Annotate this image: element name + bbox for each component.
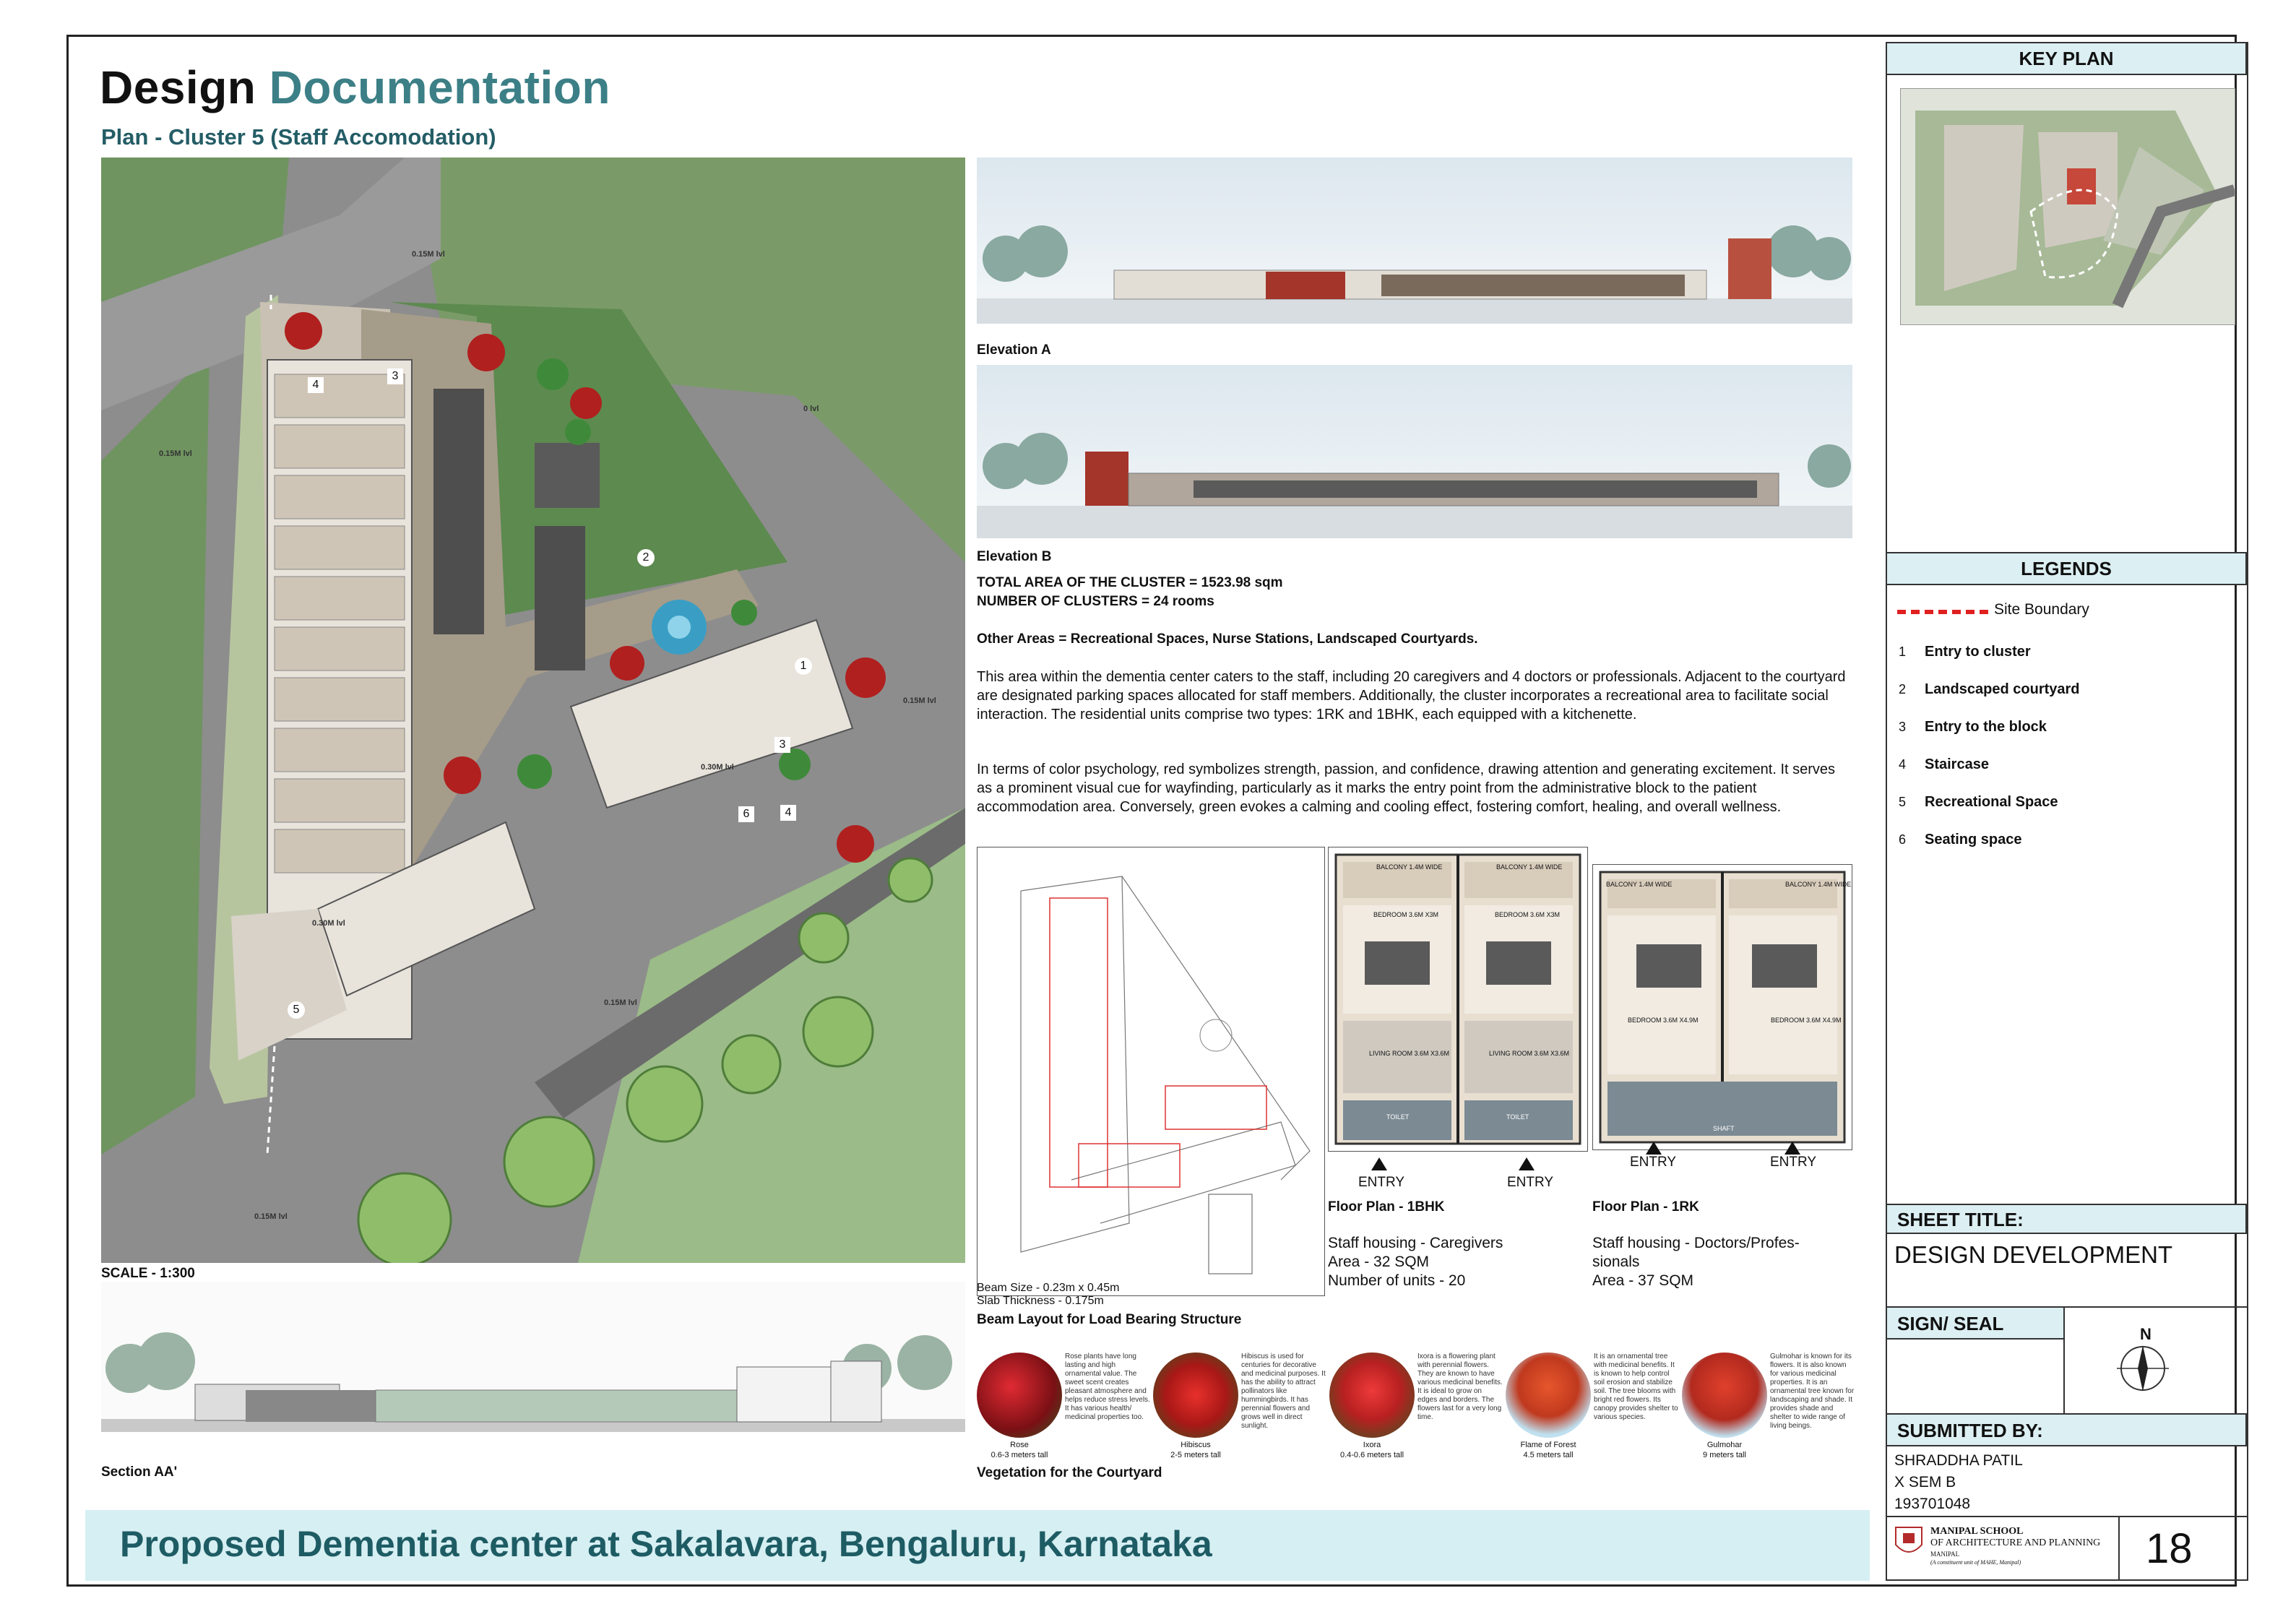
flame-of-forest-image bbox=[1506, 1353, 1591, 1438]
floor-plan-1bhk-drawing bbox=[1329, 847, 1587, 1151]
plan-marker: 4 bbox=[308, 377, 324, 393]
plan-marker: 6 bbox=[738, 806, 754, 822]
plant-height: 0.6-3 meters tall bbox=[991, 1451, 1048, 1459]
legend-item: 1 Entry to cluster bbox=[1899, 643, 2031, 660]
elevation-a-label: Elevation A bbox=[977, 342, 1051, 358]
school-location: MANIPAL bbox=[1930, 1550, 1960, 1558]
room-label: BALCONY 1.4M WIDE bbox=[1376, 863, 1443, 871]
room-label: LIVING ROOM 3.6M X3.6M bbox=[1369, 1050, 1450, 1057]
north-arrow-icon bbox=[2117, 1342, 2169, 1394]
site-boundary-label: Site Boundary bbox=[1994, 601, 2089, 618]
room-label: BEDROOM 3.6M X3M bbox=[1373, 911, 1439, 918]
floor-plan-1rk bbox=[1592, 864, 1852, 1150]
entry-label: ENTRY bbox=[1358, 1175, 1405, 1190]
rose-image bbox=[977, 1353, 1062, 1438]
north-label: N bbox=[2140, 1325, 2152, 1343]
north-arrow-drawing bbox=[2117, 1342, 2169, 1394]
entry-label: ENTRY bbox=[1630, 1155, 1677, 1170]
student-semester: X SEM B bbox=[1894, 1474, 1956, 1491]
plant-name: Gulmohar bbox=[1706, 1441, 1743, 1449]
divider bbox=[1886, 1516, 2247, 1517]
legend-item: 2 Landscaped courtyard bbox=[1899, 681, 2080, 697]
key-plan-header: KEY PLAN bbox=[1886, 42, 2247, 75]
level-label: 0 lvl bbox=[803, 405, 819, 413]
total-area: TOTAL AREA OF THE CLUSTER = 1523.98 sqm bbox=[977, 575, 1283, 590]
plant-desc: Hibiscus is used for centuries for decorative and medicinal purposes. It has the ability to attract pollinators like hummingbirds. It has perennial flowers and grows well in direct sunlight. bbox=[1241, 1353, 1326, 1430]
divider bbox=[2063, 1306, 2065, 1415]
plant-desc: Ixora is a flowering plant with perennial flowers. They are known to have various medicinal benefits. It is ideal to grow on edges and borders. The flowers last for a very long time. bbox=[1417, 1353, 1503, 1421]
plan-marker: 2 bbox=[637, 549, 655, 566]
slab-thickness: Slab Thickness - 0.175m bbox=[977, 1295, 1104, 1307]
elevation-b bbox=[977, 365, 1852, 538]
plan-marker: 3 bbox=[387, 368, 403, 384]
color-paragraph: In terms of color psychology, red symbolizes strength, passion, and confidence, drawing attention and generating excitement. It serves as a prominent visual cue for wayfinding, particularly as it marks the entry point from the administrative block to the patient accommodation area. Conversely, green evokes a calming and cooling effect, fostering comfort, healing, and overall wellness. bbox=[977, 762, 1836, 815]
room-label: SHAFT bbox=[1713, 1125, 1735, 1132]
plant-desc: Gulmohar is known for its flowers. It is also known for various medicinal properties. It is an ornamental tree known for landscaping and shade. It provides shade and shelter to wide range of living beings. bbox=[1770, 1353, 1855, 1430]
beam-caption: Beam Layout for Load Bearing Structure bbox=[977, 1312, 1242, 1327]
hibiscus-image bbox=[1153, 1353, 1238, 1438]
legends-header: LEGENDS bbox=[1886, 552, 2247, 585]
sheet-title-header: SHEET TITLE: bbox=[1886, 1204, 2247, 1234]
sheet-title: DESIGN DEVELOPMENT bbox=[1894, 1241, 2173, 1268]
ixora-image bbox=[1329, 1353, 1415, 1438]
floor-plan-1bhk bbox=[1328, 847, 1588, 1152]
plan-marker: 5 bbox=[288, 1001, 305, 1019]
sheet-number: 18 bbox=[2146, 1525, 2193, 1572]
room-label: BEDROOM 3.6M X3M bbox=[1495, 911, 1561, 918]
description-paragraph: This area within the dementia center caters to the staff, including 20 caregivers and 4 doctors or professionals. Adjacent to the courtyard are designated parking spaces allocated for staff members. Additionally, the cluster incorporates a recreational area to facilitate social interaction. The residential units comprise two types: 1RK and 1BHK, each equipped with a kitchenette. bbox=[977, 669, 1846, 722]
bhk-units: Number of units - 20 bbox=[1328, 1272, 1466, 1289]
legend-item: 6 Seating space bbox=[1899, 831, 2022, 847]
submitted-by-header: SUBMITTED BY: bbox=[1886, 1413, 2247, 1446]
elevation-b-label: Elevation B bbox=[977, 549, 1052, 564]
school-logo-drawing bbox=[1893, 1524, 1925, 1561]
divider bbox=[2118, 1517, 2120, 1579]
page-subtitle: Plan - Cluster 5 (Staff Accomodation) bbox=[101, 124, 496, 150]
plant-height: 4.5 meters tall bbox=[1523, 1451, 1574, 1459]
rk-area: Area - 37 SQM bbox=[1592, 1272, 1694, 1289]
page-title: Design Documentation bbox=[100, 61, 610, 113]
entry-arrow-icon bbox=[1519, 1157, 1535, 1170]
level-label: 0.15M lvl bbox=[412, 250, 445, 259]
level-label: 0.15M lvl bbox=[903, 696, 936, 705]
project-title: Proposed Dementia center at Sakalavara, Bengaluru, Karnataka bbox=[120, 1524, 1212, 1564]
sign-seal-header: SIGN/ SEAL bbox=[1886, 1306, 2065, 1340]
site-plan-drawing bbox=[101, 158, 965, 1263]
section-aa bbox=[101, 1282, 965, 1462]
plant-desc: Rose plants have long lasting and high ornamental value. The sweet scent creates pleasant atmosphere and helps reduce stress levels. It has various health/ medicinal properties too. bbox=[1065, 1353, 1150, 1421]
bhk-area: Area - 32 SQM bbox=[1328, 1254, 1430, 1270]
beam-layout bbox=[977, 847, 1325, 1296]
vegetation-strip bbox=[977, 1353, 1858, 1468]
room-label: TOILET bbox=[1386, 1113, 1410, 1121]
other-areas: Other Areas = Recreational Spaces, Nurse Stations, Landscaped Courtyards. bbox=[977, 631, 1478, 647]
level-label: 0.15M lvl bbox=[159, 449, 192, 458]
section-label: Section AA' bbox=[101, 1464, 178, 1480]
entry-arrow-icon bbox=[1646, 1142, 1662, 1155]
section-drawing bbox=[101, 1282, 965, 1462]
legend-item: 3 Entry to the block bbox=[1899, 718, 2047, 735]
room-label: BALCONY 1.4M WIDE bbox=[1606, 881, 1673, 888]
rk-desc: sionals bbox=[1592, 1254, 1640, 1270]
plant-height: 9 meters tall bbox=[1703, 1451, 1746, 1459]
student-id: 193701048 bbox=[1894, 1496, 1971, 1512]
plant-height: 2-5 meters tall bbox=[1170, 1451, 1221, 1459]
school-name: MANIPAL SCHOOL bbox=[1930, 1526, 2024, 1537]
elevation-b-drawing bbox=[977, 365, 1852, 538]
plant-name: Ixora bbox=[1363, 1441, 1381, 1449]
floor-plan-1rk-title: Floor Plan - 1RK bbox=[1592, 1199, 1699, 1215]
plan-marker: 3 bbox=[774, 737, 790, 753]
clusters-count: NUMBER OF CLUSTERS = 24 rooms bbox=[977, 594, 1214, 609]
room-label: BALCONY 1.4M WIDE bbox=[1496, 863, 1563, 871]
school-name-2: OF ARCHITECTURE AND PLANNING bbox=[1930, 1537, 2101, 1548]
key-plan-image bbox=[1900, 88, 2235, 325]
elevation-a bbox=[977, 158, 1852, 324]
plant-desc: It is an ornamental tree with medicinal benefits. It is known to help control soil erosion and stabilize soil. The tree blooms with bright red flowers. Its canopy provides shelter to various species. bbox=[1594, 1353, 1678, 1421]
entry-label: ENTRY bbox=[1770, 1155, 1817, 1170]
rk-desc: Staff housing - Doctors/Profes- bbox=[1592, 1235, 1800, 1251]
school-logo-icon bbox=[1893, 1524, 1925, 1561]
legend-list bbox=[1899, 633, 2231, 858]
plan-marker: 1 bbox=[795, 657, 812, 675]
beam-size: Beam Size - 0.23m x 0.45m bbox=[977, 1282, 1120, 1294]
entry-arrow-icon bbox=[1371, 1157, 1387, 1170]
level-label: 0.15M lvl bbox=[254, 1212, 288, 1221]
elevation-a-drawing bbox=[977, 158, 1852, 324]
room-label: BEDROOM 3.6M X4.9M bbox=[1771, 1017, 1842, 1024]
vegetation-title: Vegetation for the Courtyard bbox=[977, 1465, 1162, 1480]
plant-name: Hibiscus bbox=[1181, 1441, 1211, 1449]
plant-height: 0.4-0.6 meters tall bbox=[1339, 1451, 1404, 1459]
room-label: BEDROOM 3.6M X4.9M bbox=[1628, 1017, 1699, 1024]
student-name: SHRADDHA PATIL bbox=[1894, 1452, 2023, 1469]
level-label: 0.30M lvl bbox=[312, 919, 345, 928]
plant-name: Rose bbox=[1010, 1441, 1029, 1449]
entry-arrow-icon bbox=[1784, 1142, 1800, 1155]
level-label: 0.15M lvl bbox=[604, 998, 637, 1007]
floor-plan-1bhk-title: Floor Plan - 1BHK bbox=[1328, 1199, 1445, 1215]
plan-scale: SCALE - 1:300 bbox=[101, 1266, 195, 1281]
plant-name: Flame of Forest bbox=[1520, 1441, 1576, 1449]
floor-plan-1rk-drawing bbox=[1593, 865, 1852, 1149]
room-label: TOILET bbox=[1506, 1113, 1529, 1121]
gulmohar-image bbox=[1682, 1353, 1767, 1438]
legend-item: 5 Recreational Space bbox=[1899, 793, 2058, 810]
level-label: 0.30M lvl bbox=[701, 763, 734, 772]
entry-label: ENTRY bbox=[1507, 1175, 1554, 1190]
site-boundary-line bbox=[1897, 610, 1988, 614]
legend-item: 4 Staircase bbox=[1899, 756, 1989, 772]
site-plan bbox=[101, 158, 965, 1263]
school-affiliation: (A constituent unit of MAHE, Manipal) bbox=[1930, 1559, 2021, 1566]
bhk-desc: Staff housing - Caregivers bbox=[1328, 1235, 1503, 1251]
key-plan-drawing bbox=[1901, 89, 2235, 324]
room-label: LIVING ROOM 3.6M X3.6M bbox=[1489, 1050, 1570, 1057]
project-banner bbox=[85, 1510, 1870, 1581]
plan-marker: 4 bbox=[780, 805, 796, 821]
beam-layout-drawing bbox=[977, 847, 1324, 1295]
room-label: BALCONY 1.4M WIDE bbox=[1785, 881, 1852, 888]
